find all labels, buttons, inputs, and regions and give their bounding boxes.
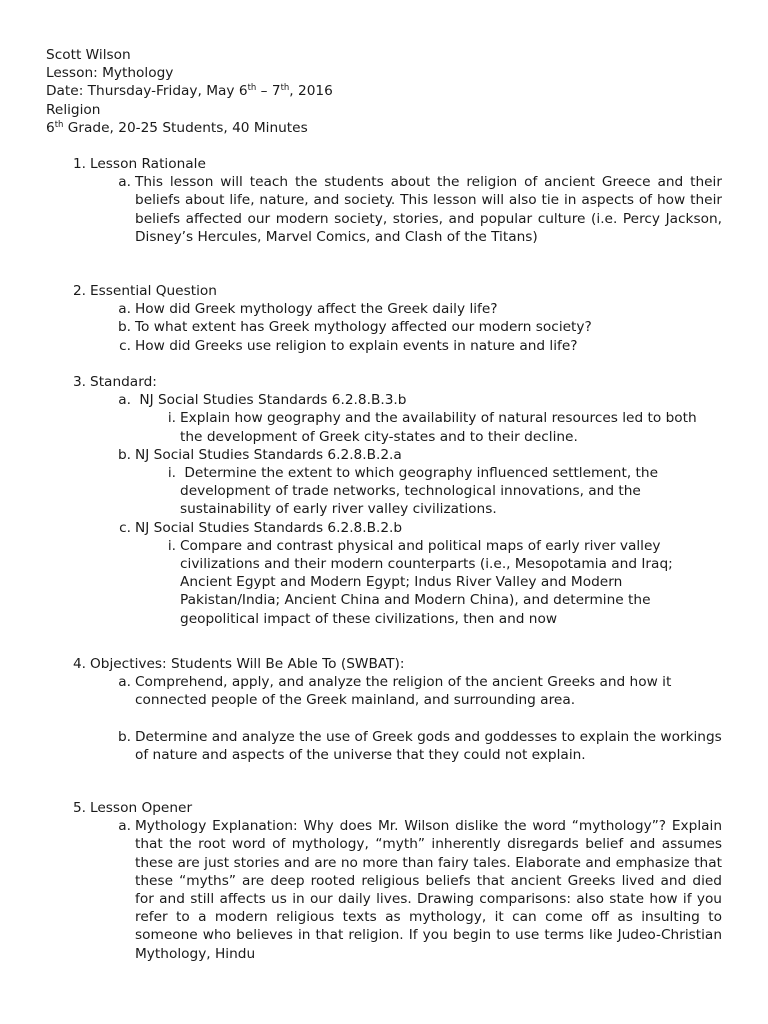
list-item xyxy=(90,337,722,355)
grade-info: 6th Grade, 20-25 Students, 40 Minutes xyxy=(46,119,308,136)
standard-text: NJ Social Studies Standards 6.2.8.B.3.b xyxy=(135,392,407,409)
item-marker: i. xyxy=(167,465,176,482)
item-marker: b. xyxy=(117,728,131,745)
question-text: To what extent has Greek mythology affected our modern society? xyxy=(135,319,592,336)
item-marker: c. xyxy=(119,337,131,354)
section-title: Lesson Rationale xyxy=(90,156,206,172)
item-marker: i. xyxy=(167,410,176,427)
lesson-title: Lesson: Mythology xyxy=(46,65,174,82)
section-objectives xyxy=(46,655,722,764)
section-lesson-opener xyxy=(46,799,722,963)
item-marker: a. xyxy=(118,392,131,409)
lesson-subject: Religion xyxy=(46,101,101,118)
item-marker: a. xyxy=(118,674,131,691)
question-text: How did Greeks use religion to explain events in nature and life? xyxy=(135,337,578,354)
section-number: 3. xyxy=(72,374,86,390)
item-marker: i. xyxy=(167,537,176,554)
standard-detail: Compare and contrast physical and political maps of early river valley civilizations and their modern counterparts (i.e., Mesopotamia and Iraq; Ancient Egypt and Modern Egypt; Indus River Valley and Modern Pakistan/India; Ancient China and Modern China), and determine the geopolitical impact of these civilizations, then and now xyxy=(180,537,673,627)
section-title: Lesson Opener xyxy=(90,800,193,816)
author-name: Scott Wilson xyxy=(46,47,131,63)
section-lesson-rationale xyxy=(46,155,722,246)
document-header xyxy=(46,46,333,137)
opener-text: Mythology Explanation: Why does Mr. Wilson dislike the word “mythology”? Explain that the root word of mythology, “myth” inherently disregards belief and assumes these are just stories and are no more than fairy tales. Elaborate and emphasize that these “myths” are deep rooted religious beliefs that ancient Greeks lived and died for and still affects us in our daily lives. Drawing comparisons: also state how if you refer to a modern religious texts as mythology, it can come off as insulting to someone who believes in that religion. If you begin to use terms like Judeo-Christian Mythology, Hindu xyxy=(135,818,722,962)
item-marker: c. xyxy=(119,519,131,536)
list-item xyxy=(90,300,722,318)
section-essential-question xyxy=(46,282,722,355)
item-marker: a. xyxy=(118,818,131,835)
lesson-date: Date: Thursday-Friday, May 6th – 7th, 2016 xyxy=(46,83,333,100)
rationale-text: This lesson will teach the students about the religion of ancient Greece and their beliefs about life, nature, and society. This lesson will also tie in aspects of how their beliefs affected our modern society, stories, and popular culture (i.e. Percy Jackson, Disney’s Hercules, Marvel Comics, and Clash of the Titans) xyxy=(135,174,722,245)
standard-text: NJ Social Studies Standards 6.2.8.B.2.b xyxy=(135,519,403,536)
standard-text: NJ Social Studies Standards 6.2.8.B.2.a xyxy=(135,446,402,463)
standard-detail: Explain how geography and the availability of natural resources led to both the development of Greek city-states and to their decline. xyxy=(180,410,697,445)
standard-detail: Determine the extent to which geography influenced settlement, the development of trade networks, technological innovations, and the sustainability of early river valley civilizations. xyxy=(180,465,663,518)
item-marker: b. xyxy=(117,446,131,463)
section-number: 2. xyxy=(72,283,86,299)
section-number: 5. xyxy=(72,800,86,816)
section-title: Standard: xyxy=(90,374,157,390)
section-title: Essential Question xyxy=(90,283,217,299)
section-number: 1. xyxy=(72,156,86,172)
section-standard xyxy=(46,373,722,628)
item-marker: a. xyxy=(118,301,131,318)
section-title: Objectives: Students Will Be Able To (SWBAT): xyxy=(90,656,405,672)
question-text: How did Greek mythology affect the Greek daily life? xyxy=(135,301,498,318)
list-item xyxy=(90,318,722,336)
section-number: 4. xyxy=(72,656,86,672)
objective-text: Determine and analyze the use of Greek gods and goddesses to explain the workings of nature and aspects of the universe that they could not explain. xyxy=(135,728,722,763)
objective-text: Comprehend, apply, and analyze the religion of the ancient Greeks and how it connected people of the Greek mainland, and surrounding area. xyxy=(135,674,672,709)
item-marker: b. xyxy=(117,319,131,336)
item-marker: a. xyxy=(118,174,131,191)
